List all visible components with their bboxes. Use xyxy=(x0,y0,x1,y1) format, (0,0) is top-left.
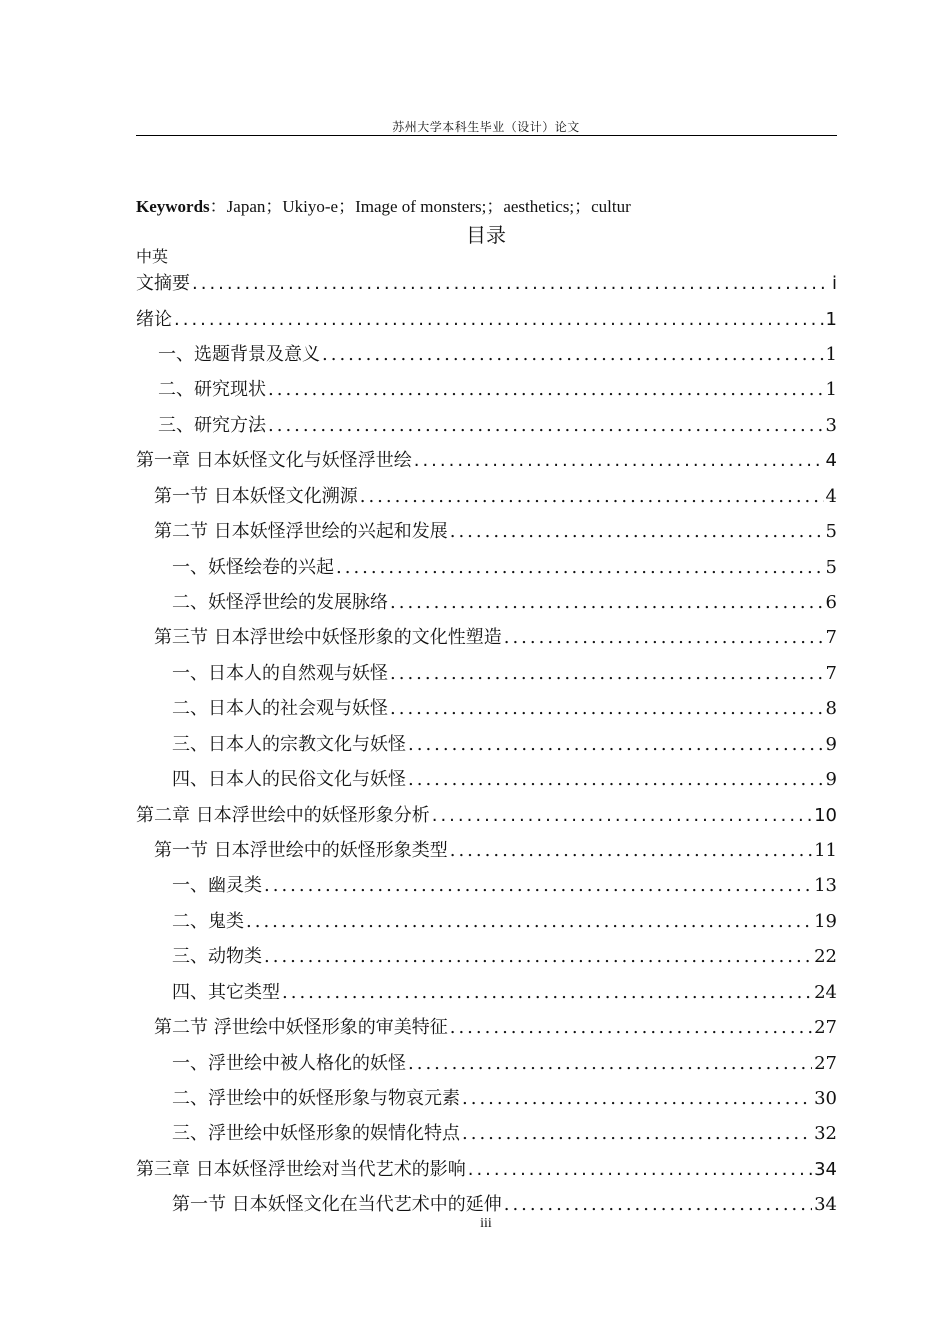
toc-entry-page: 9 xyxy=(825,769,837,790)
toc-entry-page: 7 xyxy=(825,663,837,684)
toc-leader-dots xyxy=(462,1087,812,1111)
toc-entry[interactable] xyxy=(172,658,837,686)
toc-leader-dots xyxy=(408,1052,812,1076)
toc-leader-dots xyxy=(268,378,824,402)
toc-entry[interactable] xyxy=(172,870,837,898)
toc-entry[interactable] xyxy=(172,1083,837,1111)
keywords-text: ：Japan；Ukiyo-e；Image of monsters;；aesthetics;；cultur xyxy=(209,197,631,216)
toc-entry-text: 第一节 日本妖怪文化在当代艺术中的延伸 xyxy=(172,1194,502,1215)
keywords-label: Keywords xyxy=(136,197,210,216)
toc-entry-page: 3 xyxy=(825,415,837,436)
toc-leader-dots xyxy=(174,308,824,332)
toc-entry-text: 一、浮世绘中被人格化的妖怪 xyxy=(172,1053,406,1074)
toc-entry-page: 13 xyxy=(814,875,837,896)
toc-entry-text: 三、日本人的宗教文化与妖怪 xyxy=(172,734,406,755)
toc-leader-dots xyxy=(360,485,824,509)
toc-entry[interactable] xyxy=(154,1012,837,1040)
toc-entry-text: 二、日本人的社会观与妖怪 xyxy=(172,698,388,719)
header-rule xyxy=(136,135,837,136)
toc-pre-text: 中英 xyxy=(136,247,169,266)
toc-leader-dots xyxy=(282,981,812,1005)
toc-entry-text: 一、日本人的自然观与妖怪 xyxy=(172,663,388,684)
toc-leader-dots xyxy=(432,804,812,828)
toc-entry-text: 二、鬼类 xyxy=(172,911,244,932)
toc-entry[interactable] xyxy=(172,1118,837,1146)
toc-entry[interactable] xyxy=(154,481,837,509)
toc-entry-page: 4 xyxy=(825,450,837,471)
running-header: 苏州大学本科生毕业（设计）论文 xyxy=(392,120,580,134)
toc-entry-page: 7 xyxy=(825,627,837,648)
toc-entry-page: 9 xyxy=(825,734,837,755)
toc-entry-page: 5 xyxy=(825,521,837,542)
toc-leader-dots xyxy=(322,343,824,367)
toc-entry-page: 6 xyxy=(825,592,837,613)
toc-entry-page: 10 xyxy=(814,805,837,826)
toc-entry[interactable] xyxy=(172,587,837,615)
toc-entry-text: 三、动物类 xyxy=(172,946,262,967)
toc-entry[interactable] xyxy=(136,268,837,296)
toc-leader-dots xyxy=(336,556,824,580)
toc-entry-text: 第二节 浮世绘中妖怪形象的审美特征 xyxy=(154,1017,448,1038)
toc-leader-dots xyxy=(450,520,824,544)
toc-entry-text: 二、研究现状 xyxy=(158,379,266,400)
toc-entry-text: 四、日本人的民俗文化与妖怪 xyxy=(172,769,406,790)
toc-entry[interactable] xyxy=(172,941,837,969)
toc-entry-text: 四、其它类型 xyxy=(172,982,280,1003)
toc-entry-page: 4 xyxy=(825,486,837,507)
toc-entry-text: 第一节 日本妖怪文化溯源 xyxy=(154,486,358,507)
toc-leader-dots xyxy=(468,1158,812,1182)
toc-entry[interactable] xyxy=(172,552,837,580)
toc-leader-dots xyxy=(450,1016,812,1040)
toc-entry[interactable] xyxy=(172,977,837,1005)
toc-entry[interactable] xyxy=(136,445,837,473)
toc-leader-dots xyxy=(264,874,812,898)
page-number: iii xyxy=(480,1216,492,1231)
toc-leader-dots xyxy=(408,768,824,792)
toc-entry-text: 一、妖怪绘卷的兴起 xyxy=(172,557,334,578)
toc-entry-page: 27 xyxy=(814,1053,837,1074)
toc-entry-text: 绪论 xyxy=(136,309,172,330)
toc-entry[interactable] xyxy=(172,764,837,792)
toc-entry[interactable] xyxy=(172,1189,837,1217)
toc-leader-dots xyxy=(450,839,812,863)
toc-entry-text: 第三章 日本妖怪浮世绘对当代艺术的影响 xyxy=(136,1159,466,1180)
toc-leader-dots xyxy=(390,662,824,686)
keywords-line xyxy=(136,196,631,218)
toc-leader-dots xyxy=(390,591,824,615)
toc-entry[interactable] xyxy=(136,1154,837,1182)
toc-entry-page: 11 xyxy=(814,840,837,861)
toc-entry[interactable] xyxy=(136,304,837,332)
toc-entry-text: 三、浮世绘中妖怪形象的娱情化特点 xyxy=(172,1123,460,1144)
toc-entry-text: 第二章 日本浮世绘中的妖怪形象分析 xyxy=(136,805,430,826)
toc-entry[interactable] xyxy=(158,410,837,438)
toc-entry-text: 三、研究方法 xyxy=(158,415,266,436)
toc-entry-text: 一、幽灵类 xyxy=(172,875,262,896)
toc-entry-page: 24 xyxy=(814,982,837,1003)
toc-entry-text: 第一节 日本浮世绘中的妖怪形象类型 xyxy=(154,840,448,861)
toc-entry[interactable] xyxy=(158,339,837,367)
toc-entry-page: 22 xyxy=(814,946,837,967)
toc-entry[interactable] xyxy=(172,906,837,934)
toc-entry-page: 30 xyxy=(814,1088,837,1109)
toc-entry-page: 8 xyxy=(825,698,837,719)
toc-entry-page: 1 xyxy=(825,379,837,400)
toc-entry-text: 第三节 日本浮世绘中妖怪形象的文化性塑造 xyxy=(154,627,502,648)
toc-leader-dots xyxy=(246,910,812,934)
toc-entry-page: i xyxy=(831,273,837,294)
toc-entry-page: 1 xyxy=(825,309,837,330)
toc-leader-dots xyxy=(390,697,824,721)
toc-entry-page: 34 xyxy=(814,1194,837,1215)
toc-entry[interactable] xyxy=(172,1048,837,1076)
toc-entry-page: 5 xyxy=(825,557,837,578)
toc-entry-page: 32 xyxy=(814,1123,837,1144)
toc-entry-text: 第二节 日本妖怪浮世绘的兴起和发展 xyxy=(154,521,448,542)
toc-leader-dots xyxy=(414,449,824,473)
toc-entry-text: 二、浮世绘中的妖怪形象与物哀元素 xyxy=(172,1088,460,1109)
toc-leader-dots xyxy=(504,626,824,650)
toc-title: 目录 xyxy=(466,223,506,247)
toc-leader-dots xyxy=(462,1122,812,1146)
toc-entry[interactable] xyxy=(172,693,837,721)
toc-entry-page: 1 xyxy=(825,344,837,365)
toc-entry-page: 34 xyxy=(814,1159,837,1180)
toc-entry[interactable] xyxy=(172,729,837,757)
toc-entry[interactable] xyxy=(154,516,837,544)
toc-entry-page: 19 xyxy=(814,911,837,932)
toc-entry-text: 文摘要 xyxy=(136,273,190,294)
toc-leader-dots xyxy=(264,945,812,969)
toc-entry-page: 27 xyxy=(814,1017,837,1038)
toc-entry-text: 一、选题背景及意义 xyxy=(158,344,320,365)
toc-entry-text: 第一章 日本妖怪文化与妖怪浮世绘 xyxy=(136,450,412,471)
toc-leader-dots xyxy=(192,272,830,296)
toc-entry[interactable] xyxy=(136,800,837,828)
toc-entry-text: 二、妖怪浮世绘的发展脉络 xyxy=(172,592,388,613)
toc-entry[interactable] xyxy=(154,835,837,863)
toc-leader-dots xyxy=(268,414,824,438)
toc-leader-dots xyxy=(504,1193,812,1217)
toc-leader-dots xyxy=(408,733,824,757)
toc-entry[interactable] xyxy=(158,374,837,402)
toc-entry[interactable] xyxy=(154,622,837,650)
